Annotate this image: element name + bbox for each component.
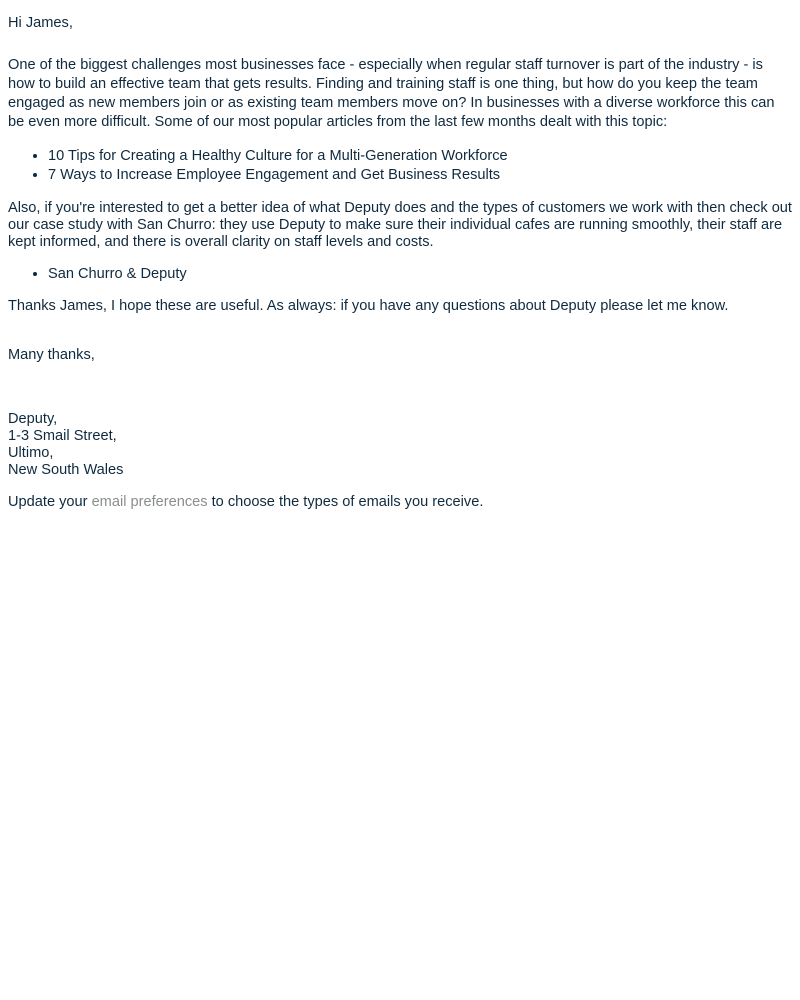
article-list [8, 147, 792, 185]
list-item [48, 166, 792, 185]
address-street: 1-3 Smail Street, [8, 428, 117, 444]
footer [8, 494, 792, 511]
case-study-link[interactable]: San Churro & Deputy [48, 266, 187, 282]
greeting: Hi James, [8, 15, 73, 31]
case-study-paragraph: Also, if you're interested to get a better idea of what Deputy does and the types of customers we work with then check out our case study with San Churro: they use Deputy to make sure their individual cafes are running smoothly, their staff are kept informed, and there is overall clarity on staff levels and costs. [8, 200, 792, 250]
company-address [8, 411, 792, 479]
signoff: Many thanks, [8, 347, 95, 363]
footer-prefix: Update your [8, 494, 92, 510]
case-study-list [8, 266, 792, 283]
address-company: Deputy, [8, 411, 58, 427]
footer-suffix: to choose the types of emails you receive. [207, 494, 484, 510]
thanks-paragraph: Thanks James, I hope these are useful. As always: if you have any questions about Deputy please let me know. [8, 298, 729, 314]
email-preferences-link[interactable]: email preferences [91, 494, 208, 510]
article-link-engagement[interactable]: 7 Ways to Increase Employee Engagement and Get Business Results [48, 167, 501, 183]
address-suburb: Ultimo, [8, 445, 54, 461]
article-link-culture[interactable]: 10 Tips for Creating a Healthy Culture for a Multi-Generation Workforce [48, 148, 508, 164]
address-state: New South Wales [8, 462, 124, 478]
intro-paragraph: One of the biggest challenges most businesses face - especially when regular staff turnover is part of the industry - is how to build an effective team that gets results. Finding and training staff is one thing, but how do you keep the team engaged as new members join or as existing team members move on? In businesses with a diverse workforce this can be even more difficult. Some of our most popular articles from the last few months dealt with this topic: [8, 57, 775, 130]
list-item [48, 266, 792, 283]
list-item [48, 147, 792, 166]
